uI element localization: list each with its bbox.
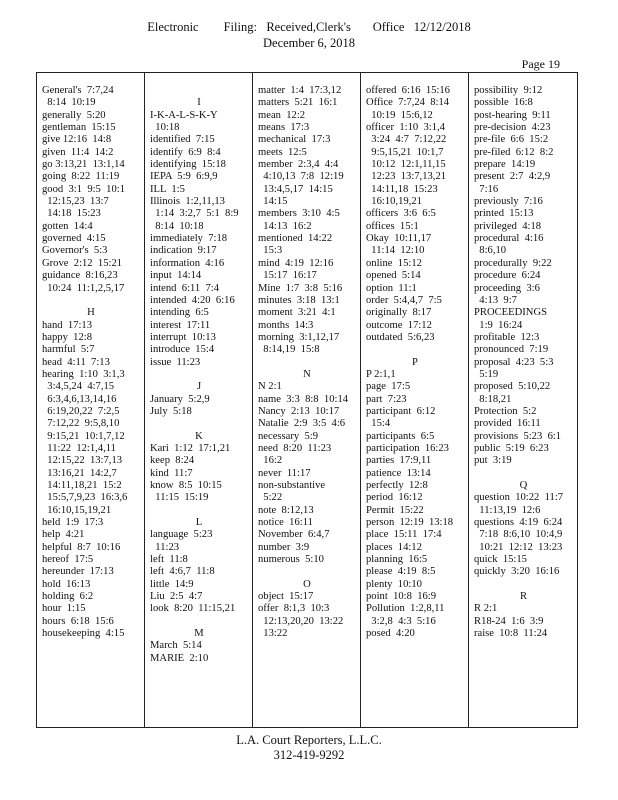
index-entry: number 3:9: [258, 541, 310, 553]
index-entry: Pollution 1:2,8,11: [366, 603, 445, 615]
index-entry: hand 17:13: [42, 319, 93, 331]
index-entry: November 6:4,7: [258, 529, 330, 541]
index-entry: posed 4:20: [366, 628, 415, 640]
index-entry: option 11:1: [366, 282, 417, 294]
index-entry: 14:15: [258, 196, 288, 208]
index-entry: months 14:3: [258, 319, 314, 331]
index-entry: pre-decision 4:23: [474, 122, 551, 134]
index-entry: gotten 14:4: [42, 220, 93, 232]
stamp-word-received: Received,Clerk's: [266, 20, 351, 34]
index-entry: PROCEEDINGS: [474, 307, 547, 319]
index-entry: numerous 5:10: [258, 554, 324, 566]
index-entry: housekeeping 4:15: [42, 628, 125, 640]
section-letter: H: [87, 307, 95, 319]
index-entry: 7:12,22 9:5,8,10: [42, 418, 120, 430]
index-entry: pre-filed 6:12 8:2: [474, 146, 554, 158]
index-entry: hereof 17:5: [42, 554, 94, 566]
index-entry: holding 6:2: [42, 591, 94, 603]
index-entry: places 14:12: [366, 541, 422, 553]
index-entry: questions 4:19 6:24: [474, 517, 563, 529]
index-entry: plenty 10:10: [366, 578, 422, 590]
index-entry: indication 9:17: [150, 245, 217, 257]
index-entry: quickly 3:20 16:16: [474, 566, 560, 578]
index-entry: mechanical 17:3: [258, 134, 331, 146]
index-entry: General's 7:7,24: [42, 85, 114, 96]
index-entry: minutes 3:18 13:1: [258, 294, 340, 306]
index-entry: 7:18 8:6,10 10:4,9: [474, 529, 563, 541]
section-letter: O: [303, 578, 311, 590]
blank-line: [150, 616, 248, 628]
index-entry: 8:6,10: [474, 245, 507, 257]
section-letter: K: [195, 430, 203, 442]
index-entry: happy 12:8: [42, 331, 93, 343]
index-entry: mentioned 14:22: [258, 233, 333, 245]
stamp-date: 12/12/2018: [413, 20, 471, 34]
index-entry: MARIE 2:10: [150, 652, 209, 664]
index-entry: 15:3: [258, 245, 283, 257]
index-entry: means 17:3: [258, 122, 310, 134]
stamp-word-electronic: Electronic: [147, 20, 199, 34]
index-entry: intending 6:5: [150, 307, 209, 319]
index-entry: place 15:11 17:4: [366, 529, 442, 541]
index-entry: generally 5:20: [42, 109, 106, 121]
index-entry: privileged 4:18: [474, 220, 542, 232]
index-entry: parties 17:9,11: [366, 455, 432, 467]
index-entry: procedurally 9:22: [474, 257, 552, 269]
index-entry: 5:22: [258, 492, 283, 504]
index-entry: participation 16:23: [366, 442, 449, 454]
blank-line: [258, 357, 356, 369]
index-entry: pronounced 7:19: [474, 344, 549, 356]
index-entry: language 5:23: [150, 529, 213, 541]
index-entry: 16:10,19,21: [366, 196, 422, 208]
index-entry: note 8:12,13: [258, 504, 314, 516]
index-entry: Kari 1:12 17:1,21: [150, 442, 231, 454]
index-entry: go 3:13,21 13:1,14: [42, 159, 125, 171]
index-entry: interrupt 10:13: [150, 331, 216, 343]
index-entry: good 3:1 9:5 10:1: [42, 183, 125, 195]
index-entry: little 14:9: [150, 578, 194, 590]
index-entry: matter 1:4 17:3,12: [258, 85, 342, 96]
index-entry: intended 4:20 6:16: [150, 294, 235, 306]
index-entry: officers 3:6 6:5: [366, 208, 436, 220]
index-entry: proposal 4:23 5:3: [474, 356, 554, 368]
index-entry: identify 6:9 8:4: [150, 146, 221, 158]
index-entry: put 3:19: [474, 455, 512, 467]
index-entry: 13:22: [258, 628, 288, 640]
index-entry: provisions 5:23 6:1: [474, 430, 562, 442]
index-entry: opened 5:14: [366, 270, 421, 282]
index-entry: 6:3,4,6,13,14,16: [42, 393, 117, 405]
index-entry: hold 16:13: [42, 578, 91, 590]
index-entry: 15:5,7,9,23 16:3,6: [42, 492, 128, 504]
index-entry: participants 6:5: [366, 430, 435, 442]
index-entry: morning 3:1,12,17: [258, 331, 340, 343]
index-entry: give 12:16 14:8: [42, 134, 112, 146]
index-entry: present 2:7 4:2,9: [474, 171, 551, 183]
index-entry: mean 12:2: [258, 109, 306, 121]
section-letter: J: [196, 381, 202, 393]
index-column-3: [253, 73, 361, 727]
section-letter: P: [412, 356, 418, 368]
index-entry: offered 6:16 15:16: [366, 85, 450, 96]
index-entry: input 14:14: [150, 270, 202, 282]
index-column-4: [361, 73, 469, 727]
index-entry: members 3:10 4:5: [258, 208, 340, 220]
index-entry: 11:23: [150, 541, 180, 553]
index-entry: hearing 1:10 3:1,3: [42, 368, 125, 380]
index-entry: participant 6:12: [366, 405, 436, 417]
reporter-name: L.A. Court Reporters, L.L.C.: [236, 733, 382, 747]
section-letter: M: [194, 628, 204, 640]
section-letter: N: [303, 368, 311, 380]
index-entry: 7:16: [474, 183, 499, 195]
index-entry: 10:18: [150, 122, 180, 134]
index-entry: Governor's 5:3: [42, 245, 108, 257]
index-entry: printed 15:13: [474, 208, 534, 220]
index-entry: 9:5,15,21 10:1,7: [366, 146, 444, 158]
index-entry: raise 10:8 11:24: [474, 628, 548, 640]
index-entry: 4:13 9:7: [474, 294, 517, 306]
blank-line: [474, 579, 573, 591]
index-entry: procedural 4:16: [474, 233, 544, 245]
index-column-2: [145, 73, 253, 727]
index-entry: introduce 15:4: [150, 344, 215, 356]
index-column-1: [37, 73, 145, 727]
index-entry: non-substantive: [258, 480, 326, 491]
index-entry: 13:16,21 14:2,7: [42, 467, 117, 479]
index-entry: provided 16:11: [474, 418, 541, 430]
index-entry: R 2:1: [474, 603, 498, 615]
index-entry: identified 7:15: [150, 134, 215, 146]
blank-line: [150, 85, 248, 97]
index-entry: 16:2: [258, 455, 283, 467]
index-entry: head 4:11 7:13: [42, 356, 110, 368]
index-entry: 10:21 12:12 13:23: [474, 541, 563, 553]
index-entry: hour 1:15: [42, 603, 86, 615]
index-entry: question 10:22 11:7: [474, 492, 564, 504]
index-entry: 13:4,5,17 14:15: [258, 183, 333, 195]
index-entry: know 8:5 10:15: [150, 480, 222, 491]
index-entry: 1:9 16:24: [474, 319, 523, 331]
index-entry: left 11:8: [150, 554, 188, 566]
index-entry: March 5:14: [150, 640, 202, 652]
index-entry: Office 7:7,24 8:14: [366, 97, 450, 109]
index-entry: 4:10,13 7:8 12:19: [258, 171, 344, 183]
index-entry: January 5:2,9: [150, 393, 210, 405]
index-entry: pre-file 6:6 15:2: [474, 134, 549, 146]
index-entry: Grove 2:12 15:21: [42, 257, 123, 269]
index-table: [36, 72, 578, 728]
index-entry: person 12:19 13:18: [366, 517, 454, 529]
index-entry: patience 13:14: [366, 467, 431, 479]
index-entry: possibility 9:12: [474, 85, 543, 96]
index-entry: Okay 10:11,17: [366, 233, 432, 245]
index-entry: N 2:1: [258, 381, 282, 393]
index-entry: going 8:22 11:19: [42, 171, 120, 183]
blank-line: [150, 369, 248, 381]
blank-line: [150, 418, 248, 430]
index-entry: quick 15:15: [474, 554, 527, 566]
index-entry: July 5:18: [150, 405, 192, 417]
index-entry: post-hearing 9:11: [474, 109, 551, 121]
index-entry: held 1:9 17:3: [42, 517, 104, 529]
index-entry: previously 7:16: [474, 196, 543, 208]
index-entry: 14:11,18,21 15:2: [42, 480, 122, 491]
index-entry: notice 16:11: [258, 517, 313, 529]
index-entry: planning 16:5: [366, 554, 428, 566]
page-number: Page 19: [521, 57, 560, 71]
index-entry: I-K-A-L-S-K-Y: [150, 109, 218, 121]
index-entry: 12:15,22 13:7,13: [42, 455, 123, 467]
index-entry: Protection 5:2: [474, 405, 537, 417]
index-entry: proposed 5:10,22: [474, 381, 551, 393]
index-entry: period 16:12: [366, 492, 423, 504]
index-entry: gentleman 15:15: [42, 122, 116, 134]
section-letter: L: [195, 517, 203, 529]
index-column-5: [469, 73, 577, 727]
index-entry: 8:18,21: [474, 393, 512, 405]
index-entry: Illinois 1:2,11,13: [150, 196, 225, 208]
index-entry: 3:4,5,24 4:7,15: [42, 381, 115, 393]
index-entry: guidance 8:16,23: [42, 270, 118, 282]
index-entry: 8:14 10:18: [150, 220, 204, 232]
index-entry: hereunder 17:13: [42, 566, 114, 578]
index-entry: kind 11:7: [150, 467, 193, 479]
index-entry: Permit 15:22: [366, 504, 424, 516]
index-entry: 6:19,20,22 7:2,5: [42, 405, 120, 417]
index-entry: part 7:23: [366, 393, 407, 405]
index-entry: matters 5:21 16:1: [258, 97, 338, 109]
index-entry: offices 15:1: [366, 220, 419, 232]
index-entry: 12:13,20,20 13:22: [258, 615, 344, 627]
index-entry: 10:19 15:6,12: [366, 109, 433, 121]
index-entry: governed 4:15: [42, 233, 106, 245]
section-letter: Q: [519, 480, 528, 491]
index-entry: Natalie 2:9 3:5 4:6: [258, 418, 346, 430]
index-entry: issue 11:23: [150, 356, 201, 368]
blank-line: [474, 468, 573, 480]
index-entry: outdated 5:6,23: [366, 331, 435, 343]
index-entry: 15:17 16:17: [258, 270, 317, 282]
index-entry: 3:24 4:7 7:12,22: [366, 134, 447, 146]
index-entry: 8:14,19 15:8: [258, 344, 320, 356]
index-entry: need 8:20 11:23: [258, 442, 332, 454]
index-entry: given 11:4 14:2: [42, 146, 114, 158]
index-entry: look 8:20 11:15,21: [150, 603, 236, 615]
index-entry: 14:13 16:2: [258, 220, 312, 232]
index-entry: 11:15 15:19: [150, 492, 209, 504]
index-entry: order 5:4,4,7 7:5: [366, 294, 442, 306]
index-entry: officer 1:10 3:1,4: [366, 122, 445, 134]
blank-line: [366, 344, 464, 356]
index-entry: possible 16:8: [474, 97, 533, 109]
index-entry: name 3:3 8:8 10:14: [258, 393, 349, 405]
index-entry: perfectly 12:8: [366, 480, 428, 491]
index-entry: 11:14 12:10: [366, 245, 425, 257]
index-entry: help 4:21: [42, 529, 85, 541]
blank-line: [258, 566, 356, 578]
index-entry: proceeding 3:6: [474, 282, 540, 294]
section-letter: I: [197, 97, 201, 109]
index-entry: 3:2,8 4:3 5:16: [366, 615, 436, 627]
index-entry: Mine 1:7 3:8 5:16: [258, 282, 343, 294]
index-entry: interest 17:11: [150, 319, 211, 331]
index-entry: necessary 5:9: [258, 430, 319, 442]
index-entry: meets 12:5: [258, 146, 307, 158]
index-entry: immediately 7:18: [150, 233, 228, 245]
index-entry: 14:11,18 15:23: [366, 183, 438, 195]
hearing-date: December 6, 2018: [263, 36, 355, 50]
section-letter: R: [519, 591, 528, 603]
index-entry: offer 8:1,3 10:3: [258, 603, 330, 615]
index-entry: please 4:19 8:5: [366, 566, 436, 578]
index-entry: 9:15,21 10:1,7,12: [42, 430, 125, 442]
index-entry: member 2:3,4 4:4: [258, 159, 339, 171]
index-entry: identifying 15:18: [150, 159, 226, 171]
index-entry: left 4:6,7 11:8: [150, 566, 215, 578]
index-entry: helpful 8:7 10:16: [42, 541, 121, 553]
stamp-word-office: Office: [372, 20, 405, 34]
index-entry: 11:13,19 12:6: [474, 504, 541, 516]
index-entry: mind 4:19 12:16: [258, 257, 334, 269]
index-entry: ILL 1:5: [150, 183, 185, 195]
index-entry: page 17:5: [366, 381, 411, 393]
blank-line: [42, 295, 140, 307]
index-entry: never 11:17: [258, 467, 311, 479]
index-entry: 5:19: [474, 368, 499, 380]
index-entry: IEPA 5:9 6:9,9: [150, 171, 218, 183]
index-entry: R18-24 1:6 3:9: [474, 615, 544, 627]
index-entry: point 10:8 16:9: [366, 591, 437, 603]
reporter-phone: 312-419-9292: [273, 748, 345, 762]
index-entry: 10:24 11:1,2,5,17: [42, 282, 125, 294]
index-entry: keep 8:24: [150, 455, 195, 467]
index-entry: harmful 5:7: [42, 344, 95, 356]
filing-stamp-line: [0, 20, 618, 35]
index-entry: public 5:19 6:23: [474, 442, 549, 454]
index-entry: 10:12 12:1,11,15: [366, 159, 446, 171]
index-entry: intend 6:11 7:4: [150, 282, 220, 294]
index-entry: originally 8:17: [366, 307, 432, 319]
index-entry: 8:14 10:19: [42, 97, 96, 109]
index-entry: prepare 14:19: [474, 159, 536, 171]
index-entry: Liu 2:5 4:7: [150, 591, 203, 603]
index-entry: 12:23 13:7,13,21: [366, 171, 447, 183]
index-entry: hours 6:18 15:6: [42, 615, 114, 627]
index-entry: object 15:17: [258, 591, 314, 603]
index-entry: 15:4: [366, 418, 391, 430]
index-entry: 14:18 15:23: [42, 208, 101, 220]
blank-line: [150, 505, 248, 517]
index-entry: online 15:12: [366, 257, 422, 269]
index-entry: profitable 12:3: [474, 331, 540, 343]
index-entry: 12:15,23 13:7: [42, 196, 109, 208]
stamp-word-filing: Filing:: [223, 20, 257, 34]
index-entry: Nancy 2:13 10:17: [258, 405, 340, 417]
index-entry: outcome 17:12: [366, 319, 432, 331]
index-entry: 16:10,15,19,21: [42, 504, 112, 516]
index-entry: moment 3:21 4:1: [258, 307, 336, 319]
index-entry: P 2:1,1: [366, 368, 396, 380]
index-entry: 1:14 3:2,7 5:1 8:9: [150, 208, 239, 220]
index-entry: information 4:16: [150, 257, 225, 269]
index-entry: 11:22 12:1,4,11: [42, 442, 116, 454]
index-entry: procedure 6:24: [474, 270, 541, 282]
